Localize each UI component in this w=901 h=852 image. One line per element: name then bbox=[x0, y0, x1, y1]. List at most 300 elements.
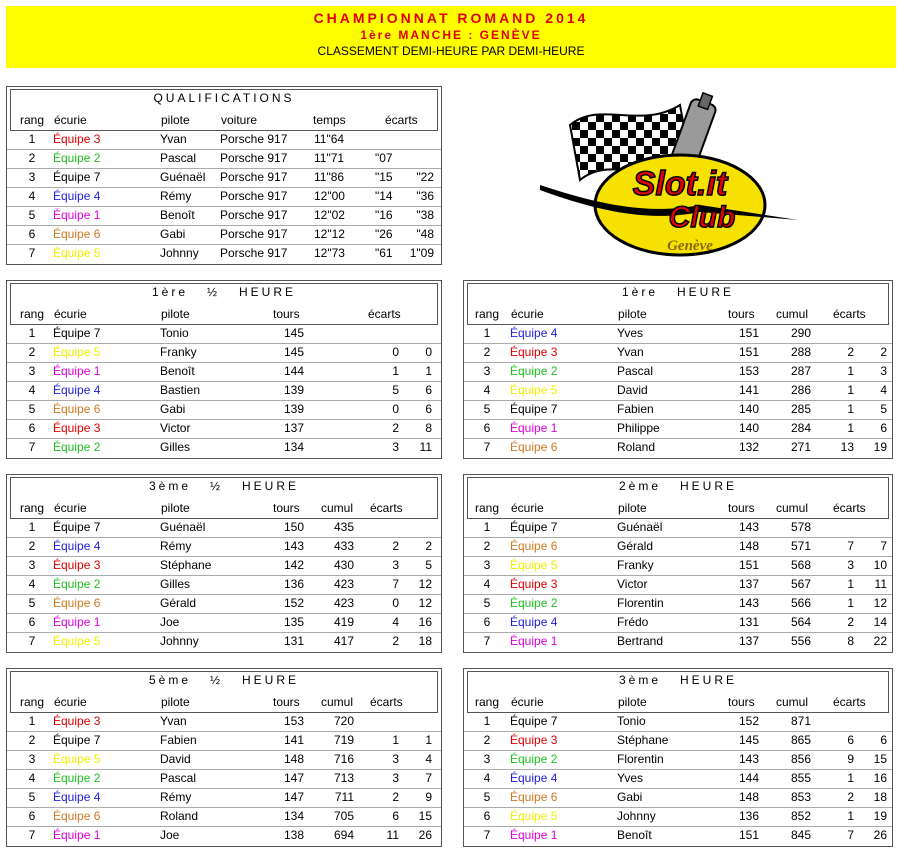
column-header: écarts bbox=[368, 307, 401, 321]
table-cell: Yves bbox=[617, 326, 644, 340]
table-cell: 7 bbox=[880, 539, 887, 553]
row-divider bbox=[7, 206, 441, 207]
table-cell: Joe bbox=[160, 828, 180, 842]
table-cell: 8 bbox=[847, 634, 854, 648]
table-cell: Stéphane bbox=[160, 558, 212, 572]
table-cell: 287 bbox=[790, 364, 811, 378]
table-cell: "22 bbox=[416, 170, 434, 184]
team-cell: Équipe 3 bbox=[510, 577, 558, 591]
table-cell: 11 bbox=[386, 828, 399, 842]
team-cell: Équipe 5 bbox=[510, 558, 558, 572]
row-divider bbox=[464, 807, 892, 808]
table-cell: 138 bbox=[283, 828, 304, 842]
row-divider bbox=[7, 613, 441, 614]
panel-title: QUALIFICATIONS bbox=[153, 91, 295, 105]
table-cell: Rémy bbox=[160, 189, 192, 203]
table-cell: 719 bbox=[333, 733, 354, 747]
panel-title: 3ème ½ HEURE bbox=[148, 479, 300, 493]
table-cell: 720 bbox=[333, 714, 354, 728]
column-header: cumul bbox=[776, 695, 809, 709]
table-cell: 2 bbox=[28, 151, 36, 165]
table-cell: 3 bbox=[392, 752, 399, 766]
team-cell: Équipe 5 bbox=[53, 345, 101, 359]
table-cell: "15 bbox=[375, 170, 393, 184]
team-cell: Équipe 6 bbox=[53, 809, 101, 823]
table-cell: Roland bbox=[617, 440, 656, 454]
table-cell: 6 bbox=[425, 402, 432, 416]
table-cell: 5 bbox=[483, 596, 491, 610]
row-divider bbox=[7, 556, 441, 557]
table-cell: 147 bbox=[283, 771, 304, 785]
table-cell: "14 bbox=[375, 189, 393, 203]
team-cell: Équipe 5 bbox=[53, 752, 101, 766]
panel-header bbox=[10, 671, 438, 713]
row-divider bbox=[7, 807, 441, 808]
table-cell: Rémy bbox=[160, 790, 192, 804]
table-cell: 19 bbox=[873, 809, 887, 823]
table-cell: 1 bbox=[847, 771, 854, 785]
table-cell: Guénaël bbox=[617, 520, 663, 534]
table-cell: 1 bbox=[425, 733, 432, 747]
table-cell: Pascal bbox=[160, 151, 197, 165]
column-header: cumul bbox=[321, 695, 354, 709]
row-divider bbox=[7, 187, 441, 188]
column-header: pilote bbox=[161, 501, 190, 515]
table-cell: 1 bbox=[28, 520, 36, 534]
table-cell: Tonio bbox=[160, 326, 189, 340]
table-cell: 0 bbox=[392, 596, 399, 610]
table-cell: 435 bbox=[333, 520, 354, 534]
table-cell: 4 bbox=[28, 771, 36, 785]
table-cell: 1 bbox=[392, 364, 399, 378]
row-divider bbox=[464, 343, 892, 344]
team-cell: Équipe 2 bbox=[510, 596, 558, 610]
row-divider bbox=[464, 613, 892, 614]
team-cell: Équipe 1 bbox=[53, 615, 101, 629]
table-cell: 6 bbox=[28, 227, 36, 241]
table-cell: 716 bbox=[333, 752, 354, 766]
team-cell: Équipe 6 bbox=[510, 790, 558, 804]
championship-title: CHAMPIONNAT ROMAND 2014 bbox=[313, 10, 589, 26]
row-divider bbox=[7, 575, 441, 576]
table-cell: 6 bbox=[847, 733, 854, 747]
row-divider bbox=[464, 750, 892, 751]
table-cell: Yves bbox=[617, 771, 644, 785]
team-cell: Équipe 7 bbox=[53, 520, 101, 534]
row-divider bbox=[7, 731, 441, 732]
table-cell: 4 bbox=[425, 752, 432, 766]
table-cell: 5 bbox=[425, 558, 432, 572]
panel-title: 5ème ½ HEURE bbox=[148, 673, 300, 687]
column-header: écarts bbox=[833, 695, 866, 709]
table-cell: 1 bbox=[847, 364, 854, 378]
row-divider bbox=[464, 419, 892, 420]
table-cell: 11"86 bbox=[314, 170, 345, 184]
table-cell: 7 bbox=[28, 828, 36, 842]
row-divider bbox=[7, 225, 441, 226]
results-panel-h30 bbox=[463, 668, 893, 847]
table-cell: 145 bbox=[283, 326, 304, 340]
table-cell: 5 bbox=[28, 790, 36, 804]
table-cell: 3 bbox=[28, 170, 36, 184]
table-cell: 12"73 bbox=[314, 246, 345, 260]
logo-text-slotit: Slot.it bbox=[632, 165, 728, 203]
row-divider bbox=[7, 400, 441, 401]
row-divider bbox=[7, 537, 441, 538]
row-divider bbox=[464, 769, 892, 770]
table-cell: 140 bbox=[738, 421, 759, 435]
table-cell: 136 bbox=[283, 577, 304, 591]
table-cell: 871 bbox=[790, 714, 811, 728]
table-cell: 11"64 bbox=[314, 132, 345, 146]
panel-title: 1ère HEURE bbox=[621, 285, 735, 299]
table-cell: 12 bbox=[418, 577, 432, 591]
table-cell: Gabi bbox=[160, 227, 186, 241]
table-cell: 705 bbox=[333, 809, 354, 823]
results-panel-h05 bbox=[6, 280, 442, 459]
team-cell: Équipe 3 bbox=[53, 714, 101, 728]
table-cell: 2 bbox=[847, 615, 854, 629]
table-cell: Johnny bbox=[160, 246, 199, 260]
table-cell: 2 bbox=[392, 790, 399, 804]
table-cell: 2 bbox=[392, 421, 399, 435]
table-cell: 3 bbox=[392, 558, 399, 572]
logo-text-club: Club bbox=[668, 201, 736, 234]
team-cell: Équipe 7 bbox=[53, 733, 101, 747]
table-cell: Gilles bbox=[160, 577, 191, 591]
row-divider bbox=[7, 381, 441, 382]
table-cell: Franky bbox=[617, 558, 654, 572]
team-cell: Équipe 4 bbox=[510, 326, 558, 340]
table-cell: Fabien bbox=[617, 402, 654, 416]
table-cell: Victor bbox=[617, 577, 648, 591]
team-cell: Équipe 4 bbox=[53, 539, 101, 553]
row-divider bbox=[7, 750, 441, 751]
row-divider bbox=[7, 826, 441, 827]
table-cell: 143 bbox=[738, 752, 759, 766]
table-cell: 3 bbox=[483, 752, 491, 766]
table-cell: 22 bbox=[873, 634, 887, 648]
table-cell: Gilles bbox=[160, 440, 191, 454]
table-cell: 5 bbox=[28, 402, 36, 416]
table-cell: Stéphane bbox=[617, 733, 669, 747]
table-cell: "48 bbox=[416, 227, 434, 241]
column-header: rang bbox=[475, 695, 500, 709]
table-cell: Gabi bbox=[160, 402, 186, 416]
table-cell: 4 bbox=[392, 615, 399, 629]
column-header: écurie bbox=[54, 307, 87, 321]
column-header: tours bbox=[728, 501, 755, 515]
table-cell: 2 bbox=[392, 539, 399, 553]
table-cell: Rémy bbox=[160, 539, 192, 553]
table-cell: 1 bbox=[483, 714, 491, 728]
table-cell: 131 bbox=[738, 615, 759, 629]
table-cell: Gérald bbox=[160, 596, 197, 610]
table-cell: 855 bbox=[790, 771, 811, 785]
table-cell: 568 bbox=[790, 558, 811, 572]
table-cell: 3 bbox=[28, 558, 36, 572]
table-cell: 153 bbox=[738, 364, 759, 378]
table-cell: David bbox=[617, 383, 648, 397]
column-header: écurie bbox=[511, 501, 544, 515]
table-cell: 12 bbox=[418, 596, 432, 610]
table-cell: 18 bbox=[873, 790, 887, 804]
table-cell: 145 bbox=[738, 733, 759, 747]
column-header: tours bbox=[728, 695, 755, 709]
table-cell: 6 bbox=[392, 809, 399, 823]
table-cell: 152 bbox=[283, 596, 304, 610]
table-cell: 135 bbox=[283, 615, 304, 629]
column-header: tours bbox=[728, 307, 755, 321]
panel-header bbox=[467, 477, 889, 519]
table-cell: 1 bbox=[483, 520, 491, 534]
table-cell: 7 bbox=[28, 246, 36, 260]
row-divider bbox=[7, 438, 441, 439]
table-cell: 4 bbox=[28, 577, 36, 591]
team-cell: Équipe 2 bbox=[510, 752, 558, 766]
table-cell: 150 bbox=[283, 520, 304, 534]
panel-title: 2ème HEURE bbox=[618, 479, 738, 493]
row-divider bbox=[7, 632, 441, 633]
table-cell: 7 bbox=[483, 440, 491, 454]
table-cell: 5 bbox=[392, 383, 399, 397]
table-cell: 2 bbox=[880, 345, 887, 359]
table-cell: 6 bbox=[483, 421, 491, 435]
row-divider bbox=[7, 168, 441, 169]
table-cell: 1 bbox=[847, 809, 854, 823]
results-panel-h20 bbox=[463, 474, 893, 653]
table-cell: 11 bbox=[874, 577, 887, 591]
table-cell: 6 bbox=[425, 383, 432, 397]
table-cell: 1 bbox=[28, 132, 36, 146]
column-header: pilote bbox=[618, 307, 647, 321]
table-cell: Porsche 917 bbox=[220, 189, 288, 203]
row-divider bbox=[464, 438, 892, 439]
table-cell: 148 bbox=[283, 752, 304, 766]
table-cell: 4 bbox=[483, 383, 491, 397]
table-cell: 11 bbox=[419, 440, 432, 454]
ranking-caption: CLASSEMENT DEMI-HEURE PAR DEMI-HEURE bbox=[317, 44, 585, 58]
table-cell: 1 bbox=[847, 596, 854, 610]
table-cell: 564 bbox=[790, 615, 811, 629]
table-cell: 1 bbox=[28, 326, 36, 340]
table-cell: 26 bbox=[418, 828, 432, 842]
table-cell: "16 bbox=[375, 208, 393, 222]
row-divider bbox=[464, 400, 892, 401]
table-cell: Porsche 917 bbox=[220, 246, 288, 260]
table-cell: 2 bbox=[483, 539, 491, 553]
table-cell: 284 bbox=[790, 421, 811, 435]
table-cell: Bastien bbox=[160, 383, 201, 397]
table-cell: 12"12 bbox=[314, 227, 345, 241]
row-divider bbox=[464, 537, 892, 538]
column-header: tours bbox=[273, 695, 300, 709]
table-cell: Franky bbox=[160, 345, 197, 359]
results-panel-h25 bbox=[6, 668, 442, 847]
slotit-club-logo bbox=[540, 90, 810, 260]
table-cell: Fabien bbox=[160, 733, 197, 747]
team-cell: Équipe 4 bbox=[53, 383, 101, 397]
table-cell: 7 bbox=[28, 440, 36, 454]
table-cell: 2 bbox=[847, 345, 854, 359]
row-divider bbox=[7, 149, 441, 150]
team-cell: Équipe 5 bbox=[53, 246, 101, 260]
panel-title: 1ère ½ HEURE bbox=[151, 285, 297, 299]
team-cell: Équipe 3 bbox=[510, 345, 558, 359]
table-cell: 15 bbox=[418, 809, 432, 823]
table-cell: Guénaël bbox=[160, 520, 206, 534]
row-divider bbox=[464, 381, 892, 382]
table-cell: 2 bbox=[392, 634, 399, 648]
column-header: cumul bbox=[321, 501, 354, 515]
table-cell: 567 bbox=[790, 577, 811, 591]
table-cell: 417 bbox=[333, 634, 354, 648]
table-cell: Benoît bbox=[160, 208, 195, 222]
table-cell: 4 bbox=[880, 383, 887, 397]
table-cell: 711 bbox=[334, 790, 354, 804]
round-subtitle: 1ère MANCHE : GENÈVE bbox=[360, 28, 542, 42]
team-cell: Équipe 2 bbox=[510, 364, 558, 378]
table-cell: 137 bbox=[283, 421, 304, 435]
table-cell: 423 bbox=[333, 577, 354, 591]
table-cell: 6 bbox=[483, 809, 491, 823]
table-cell: 132 bbox=[738, 440, 759, 454]
table-cell: 14 bbox=[873, 615, 887, 629]
column-header: rang bbox=[475, 307, 500, 321]
table-cell: 6 bbox=[880, 733, 887, 747]
row-divider bbox=[7, 594, 441, 595]
table-cell: 5 bbox=[483, 402, 491, 416]
column-header: écurie bbox=[54, 695, 87, 709]
title-banner bbox=[6, 6, 896, 68]
table-cell: 5 bbox=[28, 596, 36, 610]
table-cell: 4 bbox=[483, 771, 491, 785]
column-header: rang bbox=[20, 695, 45, 709]
team-cell: Équipe 3 bbox=[53, 558, 101, 572]
team-cell: Équipe 1 bbox=[53, 828, 101, 842]
table-cell: 845 bbox=[790, 828, 811, 842]
table-cell: 290 bbox=[790, 326, 811, 340]
table-cell: 1 bbox=[425, 364, 432, 378]
table-cell: 12 bbox=[873, 596, 887, 610]
table-cell: 2 bbox=[425, 539, 432, 553]
column-header: tours bbox=[273, 501, 300, 515]
team-cell: Équipe 3 bbox=[510, 733, 558, 747]
column-header: écarts bbox=[370, 501, 403, 515]
team-cell: Équipe 2 bbox=[53, 771, 101, 785]
table-cell: 16 bbox=[873, 771, 887, 785]
table-cell: 1 bbox=[847, 577, 854, 591]
table-cell: 137 bbox=[738, 577, 759, 591]
results-panel-qualif bbox=[6, 86, 442, 265]
table-cell: 141 bbox=[283, 733, 304, 747]
column-header: écarts bbox=[833, 307, 866, 321]
table-cell: 578 bbox=[790, 520, 811, 534]
table-cell: Joe bbox=[160, 615, 180, 629]
table-cell: 430 bbox=[333, 558, 354, 572]
table-cell: Benoît bbox=[160, 364, 195, 378]
team-cell: Équipe 6 bbox=[53, 402, 101, 416]
table-cell: 6 bbox=[880, 421, 887, 435]
team-cell: Équipe 5 bbox=[53, 634, 101, 648]
table-cell: 4 bbox=[483, 577, 491, 591]
table-cell: 139 bbox=[283, 402, 304, 416]
table-cell: 134 bbox=[283, 440, 304, 454]
table-cell: 151 bbox=[738, 828, 759, 842]
table-cell: 852 bbox=[790, 809, 811, 823]
table-cell: 1"09 bbox=[409, 246, 434, 260]
row-divider bbox=[464, 594, 892, 595]
team-cell: Équipe 1 bbox=[510, 828, 558, 842]
table-cell: 8 bbox=[425, 421, 432, 435]
table-cell: 143 bbox=[283, 539, 304, 553]
table-cell: Tonio bbox=[617, 714, 646, 728]
table-cell: 1 bbox=[28, 714, 36, 728]
table-cell: Pascal bbox=[617, 364, 654, 378]
results-panel-h15 bbox=[6, 474, 442, 653]
column-header: rang bbox=[475, 501, 500, 515]
team-cell: Équipe 1 bbox=[53, 364, 101, 378]
table-cell: 147 bbox=[283, 790, 304, 804]
table-cell: 137 bbox=[738, 634, 759, 648]
table-cell: 148 bbox=[738, 539, 759, 553]
team-cell: Équipe 1 bbox=[510, 634, 558, 648]
table-cell: Bertrand bbox=[617, 634, 664, 648]
table-cell: 131 bbox=[283, 634, 304, 648]
table-cell: 10 bbox=[873, 558, 887, 572]
column-header: pilote bbox=[161, 113, 190, 127]
table-cell: 694 bbox=[333, 828, 354, 842]
column-header: rang bbox=[20, 307, 45, 321]
column-header: cumul bbox=[776, 501, 809, 515]
table-cell: 2 bbox=[483, 345, 491, 359]
row-divider bbox=[7, 343, 441, 344]
column-header: voiture bbox=[221, 113, 258, 127]
table-cell: 144 bbox=[283, 364, 304, 378]
table-cell: 19 bbox=[873, 440, 887, 454]
table-cell: 3 bbox=[483, 364, 491, 378]
column-header: écurie bbox=[511, 695, 544, 709]
table-cell: Porsche 917 bbox=[220, 132, 288, 146]
panel-header bbox=[467, 671, 889, 713]
table-cell: 7 bbox=[483, 828, 491, 842]
column-header: temps bbox=[313, 113, 346, 127]
table-cell: 13 bbox=[840, 440, 854, 454]
team-cell: Équipe 7 bbox=[510, 714, 558, 728]
row-divider bbox=[464, 556, 892, 557]
table-cell: David bbox=[160, 752, 191, 766]
row-divider bbox=[7, 769, 441, 770]
table-cell: 7 bbox=[425, 771, 432, 785]
table-cell: 288 bbox=[790, 345, 811, 359]
table-cell: Pascal bbox=[160, 771, 197, 785]
table-cell: 3 bbox=[28, 752, 36, 766]
table-cell: 142 bbox=[283, 558, 304, 572]
table-cell: 143 bbox=[738, 596, 759, 610]
table-cell: 285 bbox=[790, 402, 811, 416]
table-cell: 713 bbox=[333, 771, 354, 785]
table-cell: "26 bbox=[375, 227, 393, 241]
team-cell: Équipe 7 bbox=[53, 326, 101, 340]
column-header: écurie bbox=[54, 501, 87, 515]
table-cell: 1 bbox=[847, 383, 854, 397]
table-cell: 566 bbox=[790, 596, 811, 610]
row-divider bbox=[7, 788, 441, 789]
team-cell: Équipe 1 bbox=[53, 208, 101, 222]
table-cell: 151 bbox=[738, 326, 759, 340]
table-cell: Porsche 917 bbox=[220, 208, 288, 222]
table-cell: 12"00 bbox=[314, 189, 345, 203]
